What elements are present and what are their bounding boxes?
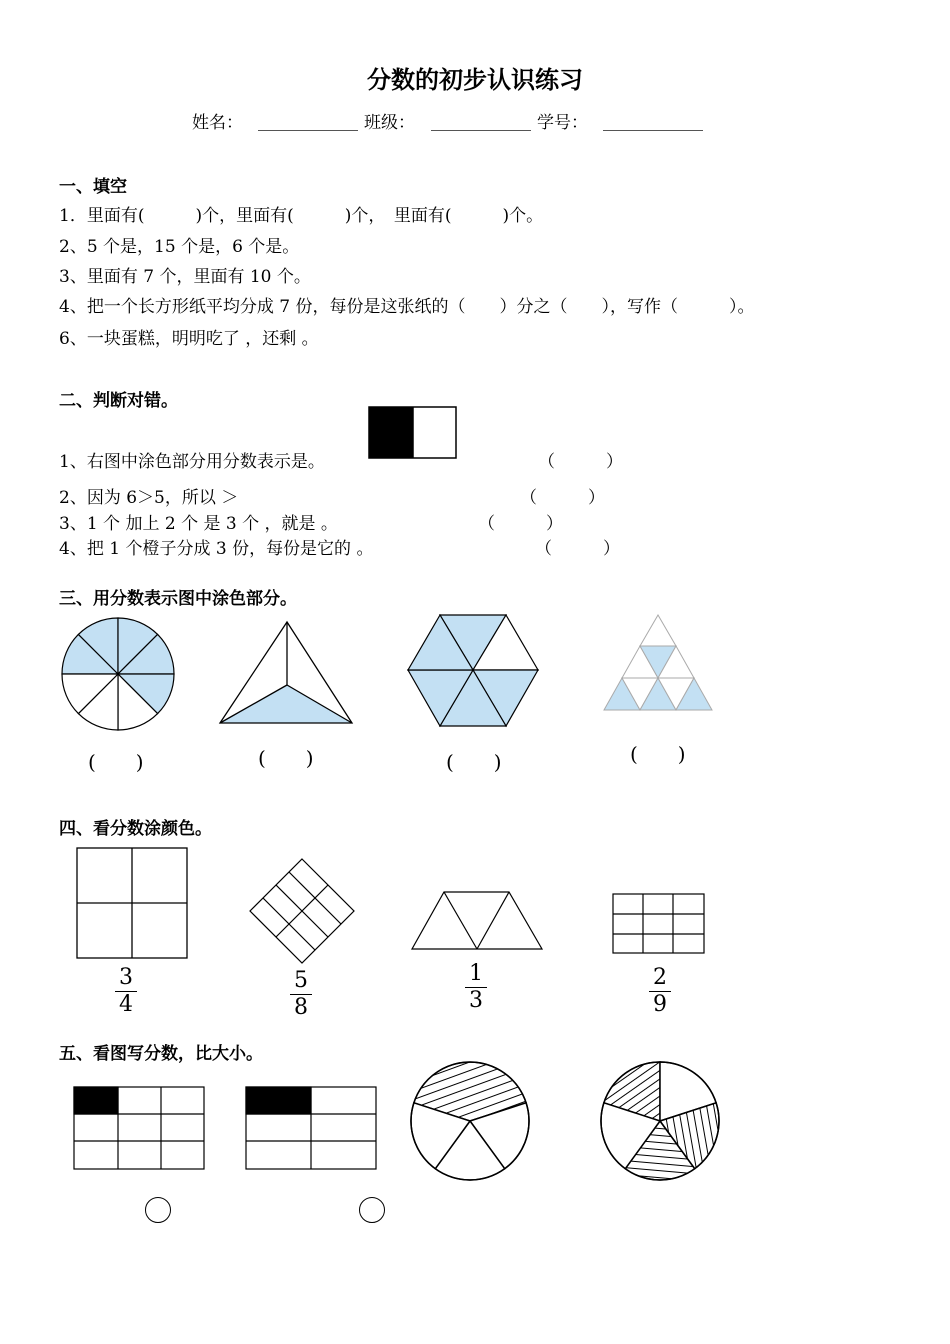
fraction-numerator: 3 xyxy=(119,965,133,990)
section5-heading: 五、看图写分数，比大小。 xyxy=(59,1044,263,1064)
fraction-numerator: 1 xyxy=(469,961,483,986)
fraction-numerator: 5 xyxy=(294,968,308,993)
square-quarters-figure[interactable] xyxy=(76,847,190,961)
s2-q3: 3、1 个 加上 2 个 是 3 个 ，就是 。 xyxy=(59,514,338,534)
section3-heading: 三、用分数表示图中涂色部分。 xyxy=(59,589,297,609)
diamond-eighths-figure[interactable] xyxy=(248,857,356,965)
class-label: 班级： xyxy=(364,113,415,133)
s2-q4-answer[interactable]: （ ） xyxy=(535,539,620,559)
compare-circle-1[interactable] xyxy=(145,1197,171,1223)
page-title: 分数的初步认识练习 xyxy=(367,65,583,94)
fraction-5-8 xyxy=(286,969,316,1020)
grid-sixths-two-shaded-figure xyxy=(244,1085,378,1171)
s1-q3: 3、里面有 7 个，里面有 10 个。 xyxy=(59,267,311,287)
s2-q2-answer[interactable]: （ ） xyxy=(520,488,605,508)
name-field[interactable] xyxy=(258,130,358,131)
s2-q3-answer[interactable]: （ ） xyxy=(478,514,563,534)
s1-q6: 6、一块蛋糕，明明吃了 ，还剩 。 xyxy=(59,329,319,349)
grid-ninths-figure[interactable] xyxy=(612,893,706,955)
circle-fifths-hatched-figure xyxy=(408,1059,532,1183)
s3-answer-2[interactable]: ( ) xyxy=(258,746,314,770)
s1-q2: 2、5 个是，15 个是，6 个是。 xyxy=(59,237,300,257)
fraction-denominator: 3 xyxy=(469,988,483,1013)
fraction-denominator: 9 xyxy=(653,992,667,1017)
grid-sixths-one-shaded-figure xyxy=(72,1085,206,1171)
name-label: 姓名： xyxy=(192,113,243,133)
circle-fifths-three-hatched-figure xyxy=(598,1059,722,1183)
section1-heading: 一、填空 xyxy=(59,177,127,197)
compare-circle-2[interactable] xyxy=(359,1197,385,1223)
section2-heading: 二、判断对错。 xyxy=(59,391,178,411)
s1-q1: 1．里面有( )个，里面有( )个， 里面有( )个。 xyxy=(59,206,544,226)
s3-answer-4[interactable]: ( ) xyxy=(630,742,686,766)
fraction-denominator: 4 xyxy=(119,992,133,1017)
hexagon-sixths-figure xyxy=(406,612,540,730)
section4-heading: 四、看分数涂颜色。 xyxy=(59,819,212,839)
s2-q2: 2、因为 6＞5，所以 ＞ xyxy=(59,488,239,508)
s1-q4: 4、把一个长方形纸平均分成 7 份，每份是这张纸的（ ）分之（ ），写作（ ）。 xyxy=(59,297,755,317)
circle-eighths-figure xyxy=(60,616,176,732)
fraction-numerator: 2 xyxy=(653,965,667,990)
s2-q4: 4、把 1 个橙子分成 3 份，每份是它的 。 xyxy=(59,539,374,559)
fraction-2-9 xyxy=(645,966,675,1017)
id-label: 学号： xyxy=(537,113,588,133)
trapezoid-thirds-figure[interactable] xyxy=(410,890,544,952)
fraction-1-3 xyxy=(461,962,491,1013)
s2-q1: 1、右图中涂色部分用分数表示是。 xyxy=(59,452,325,472)
s2-q1-answer[interactable]: （ ） xyxy=(538,452,623,472)
fraction-denominator: 8 xyxy=(294,995,308,1020)
triangle-ninths-figure xyxy=(600,612,718,716)
class-field[interactable] xyxy=(431,130,531,131)
s3-answer-3[interactable]: ( ) xyxy=(446,750,502,774)
fraction-3-4 xyxy=(111,966,141,1017)
s3-answer-1[interactable]: ( ) xyxy=(88,750,144,774)
triangle-thirds-figure xyxy=(216,618,356,728)
id-field[interactable] xyxy=(603,130,703,131)
half-shaded-rect-figure xyxy=(368,406,458,460)
